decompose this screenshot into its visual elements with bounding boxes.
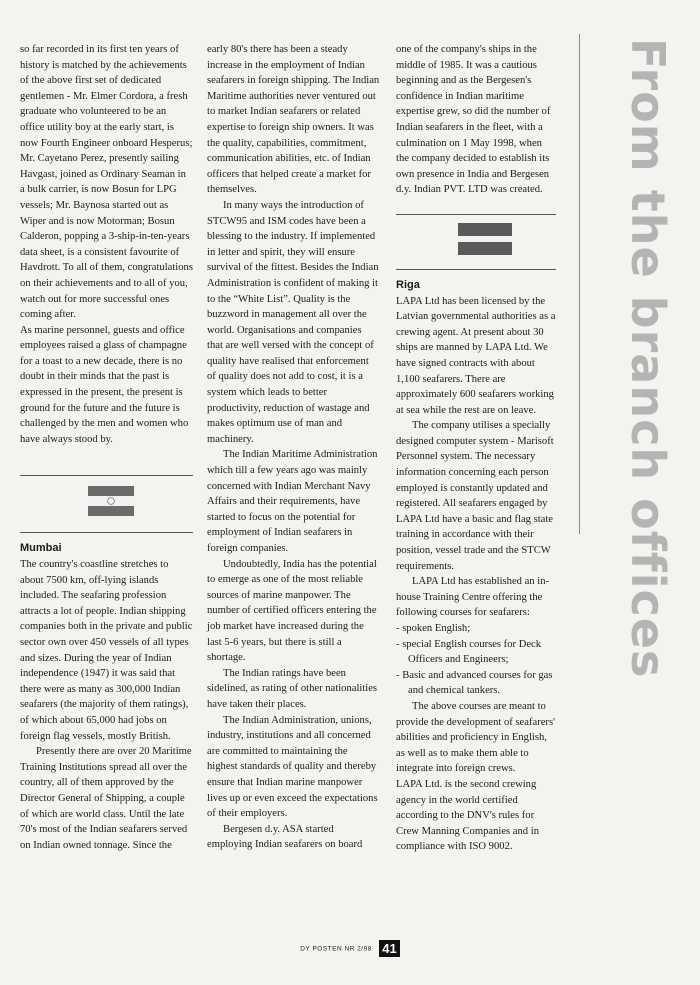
course-list — [396, 621, 556, 699]
section-rule — [396, 214, 556, 215]
body-paragraph: Presently there are over 20 Maritime Training Institutions spread all over the country, all of them approved by the Director General of Shipping, a couple of which are world class. Until the late 70's most of the Indian seafarers served on Indian owned tonnage. Since the — [20, 746, 192, 851]
column-3 — [396, 42, 556, 855]
body-paragraph: The Indian ratings have been sidelined, as rating of other nationalities have taken their places. — [207, 667, 378, 710]
body-paragraph: In many ways the introduction of STCW95 and ISM codes have been a blessing to the industry. If implemented in letter and spirit, they will ensure survival of the fittest. Besides the Indian Administration is confident of making it to the “White List”. Quality is the buzzword in management all over the world. Organisations and companies that are well versed with the concept of quality have realised that enforcement of quality does not add to cost, it is a system which leads to better productivity, reduction of wastage and makes optimum use of man and machinery. — [207, 199, 379, 445]
latvia-flag-icon — [458, 223, 512, 255]
list-item: - Basic and advanced courses for gas and chemical tankers. — [396, 668, 556, 699]
list-item: - special English courses for Deck Officers and Engineers; — [396, 637, 556, 668]
publication-name: DY POSTEN NR 2/98 — [300, 945, 372, 953]
body-paragraph: one of the company's ships in the middle of 1985. It was a cautious beginning and as the Bergesen's confidence in Indian maritime expertise grew, so did the number of Indian seafarers in the fleet, with a culmination on 1 May 1998, when the company decided to establish its own presence in India and Bergesen d.y. Indian PVT. LTD was created. — [396, 44, 551, 196]
body-paragraph: The above courses are meant to provide the development of seafarers' abilities and proficiency in English, as well as to make them able to integrate into foreign crews. — [396, 700, 555, 775]
side-divider — [579, 34, 580, 534]
body-paragraph: Bergesen d.y. ASA started employing Indian seafarers on board — [207, 823, 363, 851]
india-flag-icon — [88, 486, 134, 516]
section-rule — [20, 532, 193, 533]
body-paragraph: Undoubtedly, India has the potential to emerge as one of the most reliable sources of marine manpower. The number of certified officers entering the job market have increased during the last 5-6 years, but there is still a shortage. — [207, 558, 377, 664]
section-title: From the branch offices — [621, 38, 675, 679]
body-paragraph: early 80's there has been a steady increase in the employment of Indian seafarers in foreign shipping. The Indian Maritime authorities never ventured out to market Indian seafarers or related expertise to foreign ship owners. It was the quality, capabilities, commitment, communication abilities, etc. of Indian officers that helped create a market for themselves. — [207, 44, 380, 196]
section-heading-riga: Riga — [396, 278, 420, 291]
body-paragraph: The Indian Maritime Administration which till a few years ago was mainly concerned with Indian Merchant Navy Affairs and their requirements, have started to focus on the potential for employment of Indian seafarers in foreign companies. — [207, 449, 378, 554]
body-paragraph: LAPA Ltd has established an in-house Training Centre offering the following courses for seafarers: — [396, 576, 550, 619]
page-number: 41 — [379, 940, 399, 957]
body-paragraph: The country's coastline stretches to about 7500 km, off-lying islands included. The seafaring profession attracts a lot of people. Indian shipping companies both in the private and public sector own over 450 vessels of all types and sizes. During the year of Indian independence (1947) it was said that there were as many as 300,000 Indian seafarers (the majority of them ratings), of which about 65,000 had jobs on foreign flag vessels, mostly British. — [20, 559, 193, 742]
section-rule — [20, 475, 193, 476]
body-paragraph: LAPA Ltd. is the second crewing agency in the world certified according to the DNV's rules for Crew Manning Companies and in compliance with ISO 9002. — [396, 778, 539, 853]
list-item: - spoken English; — [396, 621, 556, 637]
column-1 — [20, 42, 193, 853]
body-paragraph: As marine personnel, guests and office employees raised a glass of champagne for a toast to a new decade, there is no doubt in their minds that the past is expressed in the present, the present is ground for the future and the future is challenged by the men and women who have always stood by. — [20, 324, 189, 445]
body-paragraph: The company utilises a specially designed computer system - Marisoft Personnel system. The necessary information concerning each person employed is constantly updated and registered. All seafarers engaged by LAPA Ltd have a basic and flag state training in accordance with their position, vessel trade and the STCW requirements. — [396, 420, 554, 572]
body-paragraph: LAPA Ltd has been licensed by the Latvian governmental authorities as a crewing agent. At present about 30 ships are manned by LAPA Ltd. We have signed contracts with about 1,100 seafarers. There are approximately 600 seafarers working at sea while the rest are on leave. — [396, 295, 556, 416]
section-heading-mumbai: Mumbai — [20, 542, 62, 555]
body-paragraph: so far recorded in its first ten years of history is matched by the achievements of the above first set of dedicated gentlemen - Mr. Elmer Cordora, a fresh graduate who volunteered to be an office utility boy at the early start, is now Fourth Engineer onboard Hesperus; Mr. Cayetano Perez, presently sailing Havgast, joined as Ordinary Seaman in a bulk carrier, is now Bosun for LPG vessels; Mr. Baynosa started out as Wiper and is now Motorman; Bosun Calderon, popping a 3-ship-in-ten-years data sheet, is a consistent favourite of Havdrott. To all of them, congratulations on their achievements and to all of you, watch out for more successful ones coming after. — [20, 44, 193, 321]
page-footer — [0, 940, 700, 958]
india-flag — [88, 486, 134, 522]
section-rule — [396, 269, 556, 270]
column-2 — [207, 42, 380, 853]
body-paragraph: The Indian Administration, unions, industry, institutions and all concerned are committed to maintaining the highest standards of quality and thereby ensure that Indian marine manpower lives up or even exceed the expectations of their employers. — [207, 714, 378, 820]
latvia-flag — [458, 223, 512, 261]
